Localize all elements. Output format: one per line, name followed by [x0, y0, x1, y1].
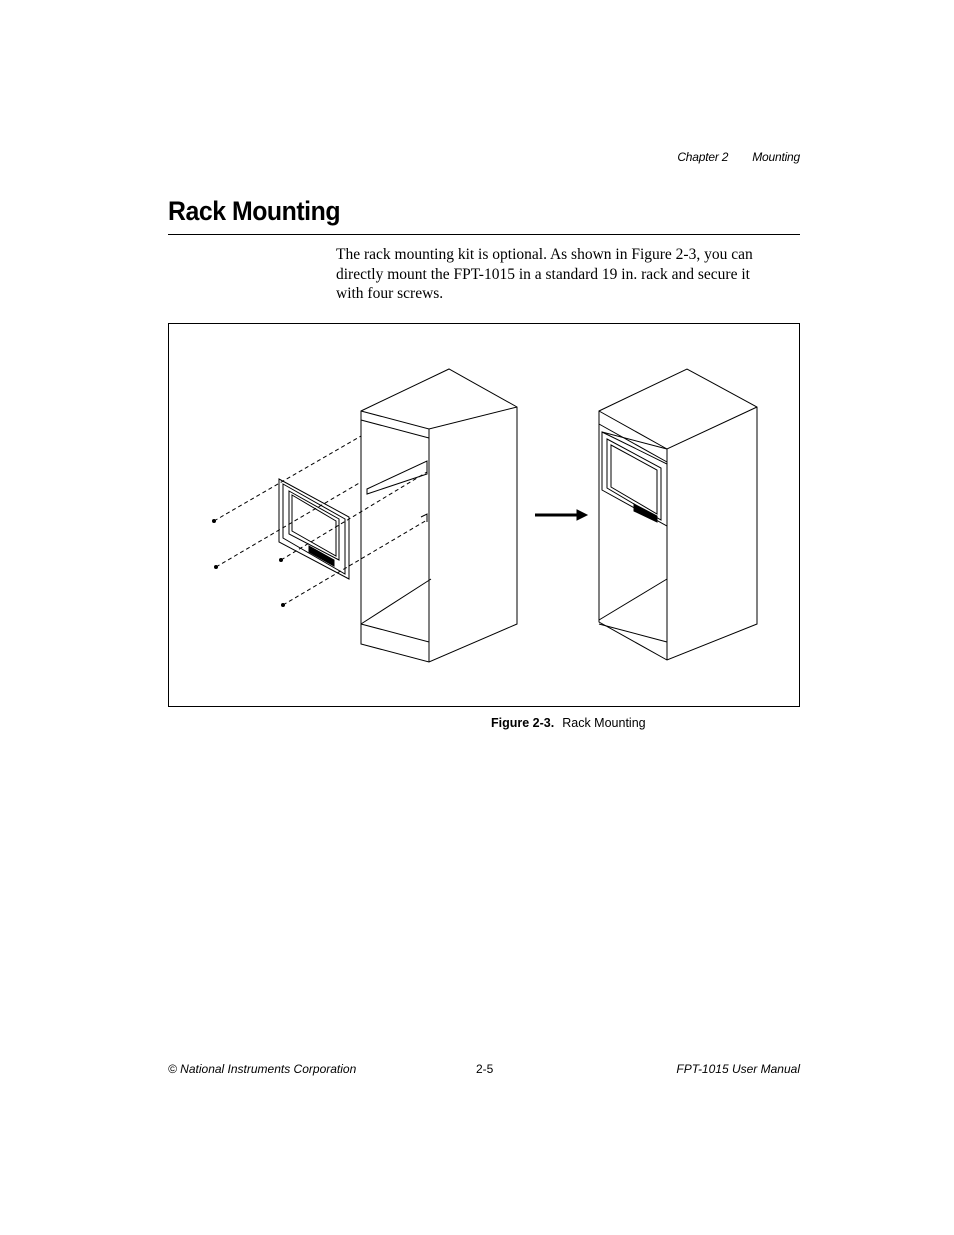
page-number: 2-5	[476, 1062, 494, 1076]
arrow-icon	[535, 510, 587, 520]
screw-guide-lines	[214, 436, 427, 605]
left-monitor-panel	[279, 479, 349, 579]
footer-manual-title: FPT-1015 User Manual	[676, 1062, 800, 1076]
figure-frame	[168, 323, 800, 707]
left-rack-cabinet	[361, 369, 517, 662]
right-rack-cabinet	[599, 369, 757, 660]
figure-label: Figure 2-3.	[491, 716, 555, 730]
footer-copyright: © National Instruments Corporation	[168, 1062, 357, 1076]
figure-caption	[491, 716, 646, 730]
chapter-label: Chapter 2	[677, 150, 729, 164]
running-header	[677, 150, 800, 164]
figure-caption-text: Rack Mounting	[562, 716, 646, 730]
title-rule	[168, 234, 800, 235]
rack-mounting-illustration	[169, 324, 799, 706]
body-paragraph: The rack mounting kit is optional. As shown in Figure 2-3, you can directly mount the FPT-1015 in a standard 19 in. rack and secure it with four screws.	[336, 246, 753, 302]
page-title: Rack Mounting	[168, 196, 341, 226]
section-label: Mounting	[752, 150, 800, 164]
